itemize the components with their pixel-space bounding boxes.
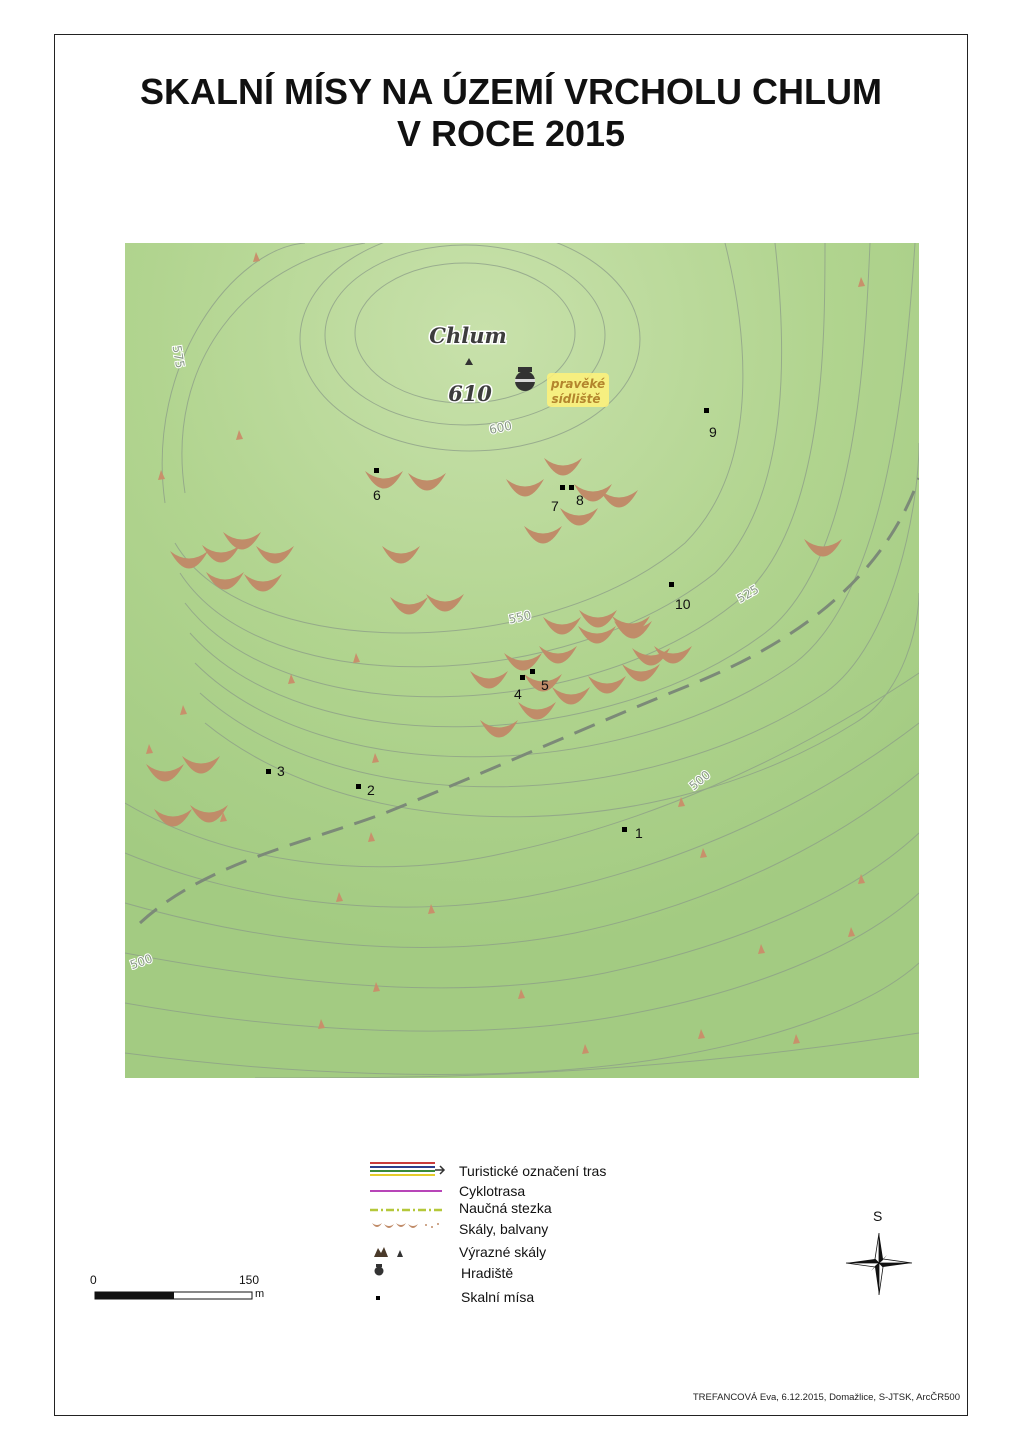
point-label-2: 2 xyxy=(367,782,375,798)
peak-name: Chlum xyxy=(429,323,507,348)
legend-item-educational-trail: Naučná stezka xyxy=(459,1200,552,1216)
legend-tourist-trail-symbol xyxy=(370,1163,444,1175)
legend-rocks-symbol xyxy=(372,1223,439,1228)
point-label-6: 6 xyxy=(373,487,381,503)
contour-label-500-right: 500 xyxy=(686,767,714,794)
legend-item-rock-basin: Skalní mísa xyxy=(461,1289,535,1305)
scale-label-unit: m xyxy=(255,1288,265,1300)
map-title-line-1: SKALNÍ MÍSY NA ÚZEMÍ VRCHOLU CHLUM xyxy=(140,71,882,112)
point-label-5: 5 xyxy=(541,677,549,693)
scale-bar xyxy=(94,1289,254,1303)
legend-item-tourist-trails: Turistické označení tras xyxy=(459,1163,607,1179)
contour-label-600: 600 xyxy=(487,418,514,437)
point-label-10: 10 xyxy=(675,596,691,612)
point-marker-8 xyxy=(569,485,574,490)
contour-label-550: 550 xyxy=(507,608,533,627)
legend-rock-basin-symbol xyxy=(376,1296,380,1300)
point-marker-3 xyxy=(266,769,271,774)
point-marker-5 xyxy=(530,669,535,674)
point-label-1: 1 xyxy=(635,825,643,841)
point-label-4: 4 xyxy=(514,686,522,702)
map-credit: TREFANCOVÁ Eva, 6.12.2015, Domažlice, S-JTSK, ArcČR500 xyxy=(692,1392,960,1403)
legend-item-rocks: Skály, balvany xyxy=(459,1221,549,1237)
point-label-8: 8 xyxy=(576,492,584,508)
legend-item-hillfort: Hradiště xyxy=(461,1265,514,1281)
point-label-9: 9 xyxy=(709,424,717,440)
compass-label: S xyxy=(873,1208,883,1224)
contour-label-525: 525 xyxy=(734,582,762,606)
topographic-map xyxy=(125,243,919,1078)
scale-label-end: 150 xyxy=(239,1273,260,1287)
legend-hillfort-icon xyxy=(375,1264,384,1276)
point-label-3: 3 xyxy=(277,763,285,779)
point-marker-6 xyxy=(374,468,379,473)
contour-label-575: 575 xyxy=(169,344,188,370)
peak-elevation: 610 xyxy=(448,381,492,406)
point-marker-7 xyxy=(560,485,565,490)
contour-label-500-left: 500 xyxy=(128,951,155,973)
legend-item-cycle-trail: Cyklotrasa xyxy=(459,1183,526,1199)
legend-prominent-rocks-symbol xyxy=(374,1247,403,1257)
legend-item-prominent-rocks: Výrazné skály xyxy=(459,1244,547,1260)
scale-label-start: 0 xyxy=(90,1273,97,1287)
prehistoric-settlement-icon xyxy=(515,367,535,391)
point-marker-4 xyxy=(520,675,525,680)
map-title-line-2: V ROCE 2015 xyxy=(396,113,626,154)
point-marker-2 xyxy=(356,784,361,789)
point-marker-1 xyxy=(622,827,627,832)
point-marker-10 xyxy=(669,582,674,587)
point-marker-9 xyxy=(704,408,709,413)
point-label-7: 7 xyxy=(551,498,559,514)
settlement-label-1: pravěké xyxy=(550,377,606,391)
settlement-label-2: sídliště xyxy=(551,392,601,406)
compass-rose-icon xyxy=(844,1228,914,1298)
legend-symbols xyxy=(360,1155,460,1310)
